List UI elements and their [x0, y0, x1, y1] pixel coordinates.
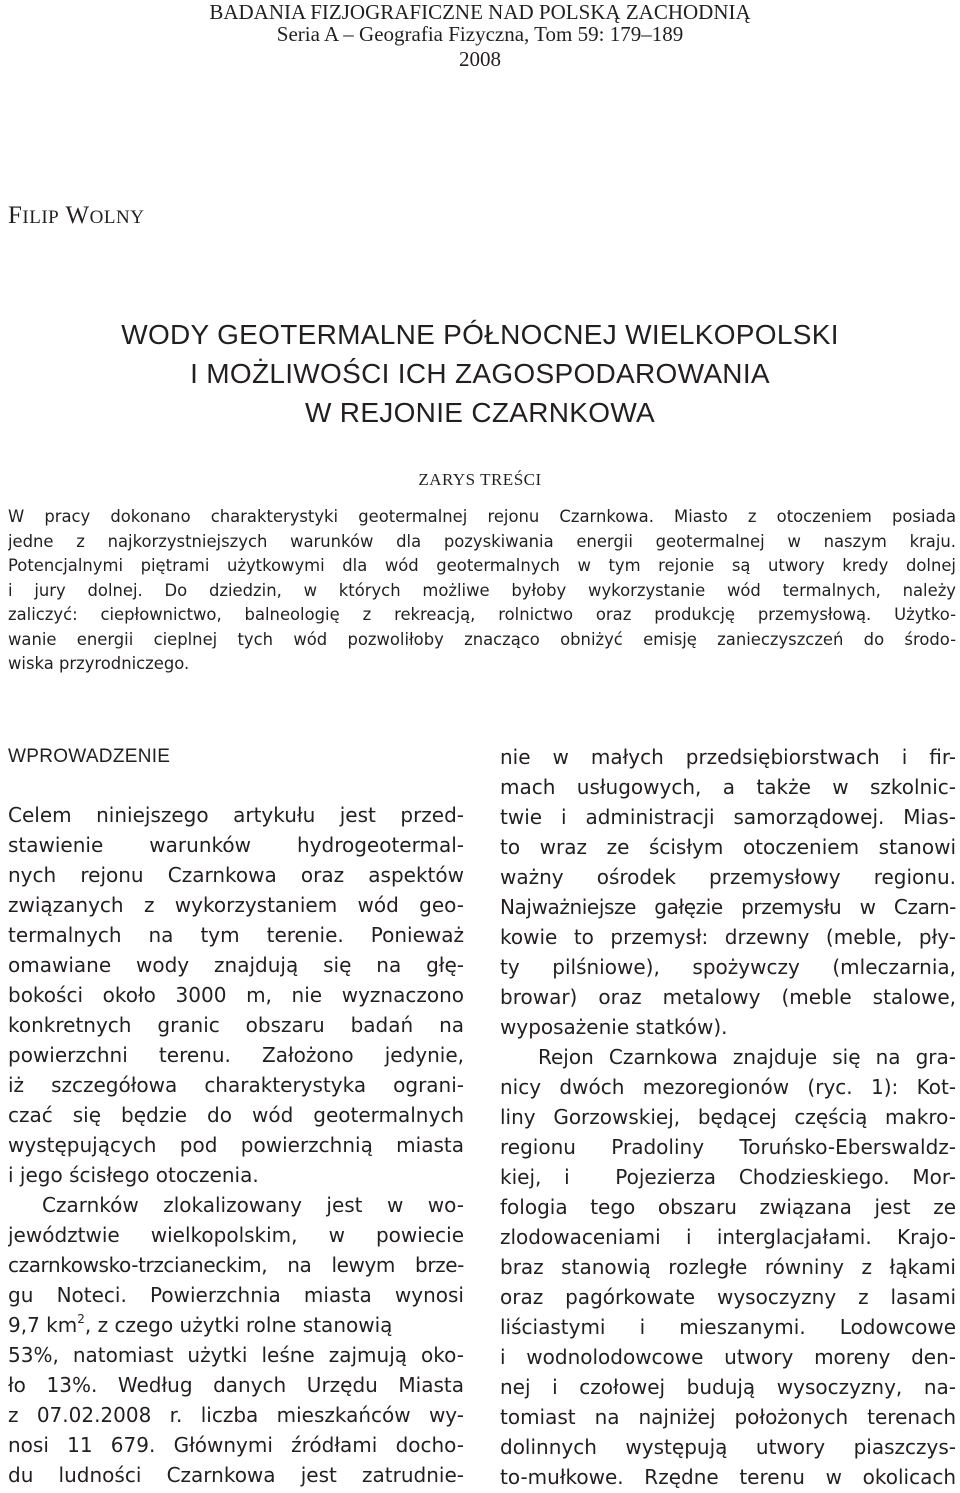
- abstract-line: jedne z najkorzystniejszych warunków dla pozyskiwania energii geotermalnej w naszym kraju.: [8, 531, 956, 551]
- body-line: nicy dwóch mezoregionów (ryc. 1): Kot-: [500, 1075, 956, 1099]
- body-line: stawienie warunków hydrogeotermal-: [8, 833, 464, 857]
- body-line: liny Gorzowskiej, będącej częścią makro-: [500, 1105, 956, 1129]
- body-line: twie i administracji samorządowej. Mias-: [500, 805, 956, 829]
- author-name: [8, 202, 144, 230]
- article-title-line-2: I MOŻLIWOŚCI ICH ZAGOSPODAROWANIA: [190, 358, 770, 389]
- author-last-initial: W: [65, 202, 90, 229]
- body-line: zlodowaceniami i interglacjałami. Krajo-: [500, 1225, 956, 1249]
- body-line: występujących pod powierzchnią miasta: [8, 1133, 464, 1157]
- journal-title: BADANIA FIZJOGRAFICZNE NAD POLSKĄ ZACHODNIĄ: [209, 0, 751, 24]
- body-line: Czarnków zlokalizowany jest w wo-: [42, 1193, 464, 1217]
- abstract-line: i jury dolnej. Do dziedzin, w których możliwe byłoby wykorzystanie wód termalnych, należy: [8, 580, 956, 600]
- body-line: i wodnolodowcowe utwory moreny den-: [500, 1345, 956, 1369]
- area-value: 9,7 km: [8, 1313, 78, 1337]
- body-line: nie w małych przedsiębiorstwach i fir-: [500, 745, 956, 769]
- body-line: Celem niniejszego artykułu jest przed-: [8, 803, 464, 827]
- body-line: z 07.02.2008 r. liczba mieszkańców wy-: [8, 1403, 464, 1427]
- body-line: wyposażenie statków).: [500, 1015, 728, 1039]
- body-line: związanych z wykorzystaniem wód geo-: [8, 893, 464, 917]
- body-line: to-mułkowe. Rzędne terenu w okolicach: [500, 1465, 956, 1489]
- journal-series: Seria A – Geografia Fizyczna, Tom 59: 179–189: [276, 22, 684, 46]
- body-line: czarnkowsko-trzcianeckim, na lewym brze-: [8, 1253, 464, 1277]
- superscript-two: 2: [77, 1312, 85, 1326]
- body-line: termalnych na tym terenie. Ponieważ: [8, 923, 464, 947]
- author-first-initial: F: [8, 202, 23, 229]
- body-line: nej i czołowej budują wysoczyzny, na-: [500, 1375, 956, 1399]
- body-line: iż szczegółowa charakterystyka ograni-: [8, 1073, 464, 1097]
- area-rest: , z czego użytki rolne stanowią: [84, 1313, 393, 1337]
- section-heading: WPROWADZENIE: [8, 746, 171, 767]
- body-line: liściastymi i mieszanymi. Lodowcowe: [500, 1315, 956, 1339]
- body-line: tomiast na najniżej położonych terenach: [500, 1405, 956, 1429]
- abstract-heading: ZARYS TREŚCI: [418, 470, 542, 489]
- body-line: ważny ośrodek przemysłowy regionu.: [500, 865, 956, 889]
- body-line: dolinnych występują utwory piaszczys-: [500, 1435, 956, 1459]
- body-line: regionu Pradoliny Toruńsko-Eberswaldz-: [500, 1135, 956, 1159]
- body-line: gu Noteci. Powierzchnia miasta wynosi: [8, 1283, 464, 1307]
- body-line: kiej, i Pojezierza Chodzieskiego. Mor-: [500, 1165, 956, 1189]
- body-line: i jego ścisłego otoczenia.: [8, 1163, 259, 1187]
- author-first-rest: ILIP: [22, 207, 60, 228]
- body-line: omawiane wody znajdują się na głę-: [8, 953, 464, 977]
- body-line: powierzchni terenu. Założono jedynie,: [8, 1043, 464, 1067]
- body-line: nosi 11 679. Głównymi źródłami docho-: [8, 1433, 464, 1457]
- body-line: browar) oraz metalowy (meble stalowe,: [500, 985, 956, 1009]
- body-line: nych rejonu Czarnkowa oraz aspektów: [8, 863, 464, 887]
- body-line: oraz pagórkowate wysoczyzny z lasami: [500, 1285, 956, 1309]
- body-line: to wraz ze ścisłym otoczeniem stanowi: [500, 835, 956, 859]
- body-line: Najważniejsze gałęzie przemysłu w Czarn-: [500, 895, 956, 919]
- body-line: 53%, natomiast użytki leśne zajmują oko-: [8, 1343, 464, 1367]
- body-line: mach usługowych, a także w szkolnic-: [500, 775, 956, 799]
- article-title-line-1: WODY GEOTERMALNE PÓŁNOCNEJ WIELKOPOLSKI: [121, 319, 839, 350]
- body-line: braz stanowią rozległe równiny z łąkami: [500, 1255, 956, 1279]
- body-line: kowie to przemysł: drzewny (meble, pły-: [500, 925, 956, 949]
- abstract-line: wanie energii cieplnej tych wód pozwoliłoby znacząco obniżyć emisję zanieczyszczeń do środo-: [8, 629, 956, 649]
- body-line: czać się będzie do wód geotermalnych: [8, 1103, 464, 1127]
- body-line: ło 13%. Według danych Urzędu Miasta: [8, 1373, 464, 1397]
- body-line: konkretnych granic obszaru badań na: [8, 1013, 464, 1037]
- body-line: du ludności Czarnkowa jest zatrudnie-: [8, 1463, 464, 1487]
- body-line: ty pilśniowe), spożywczy (mleczarnia,: [500, 955, 956, 979]
- author-last-rest: OLNY: [89, 207, 145, 228]
- abstract-text: [8, 505, 956, 677]
- body-line: bokości około 3000 m, nie wyznaczono: [8, 983, 464, 1007]
- body-line: jewództwie wielkopolskim, w powiecie: [8, 1223, 464, 1247]
- abstract-line: W pracy dokonano charakterystyki geotermalnej rejonu Czarnkowa. Miasto z otoczeniem posiada: [8, 507, 956, 526]
- abstract-line: Potencjalnymi piętrami użytkowymi dla wód geotermalnych w tym rejonie są utwory kredy dolnej: [8, 556, 956, 575]
- body-line: fologia tego obszaru związana jest ze: [500, 1195, 956, 1219]
- journal-year: 2008: [459, 47, 501, 71]
- body-line: Rejon Czarnkowa znajduje się na gra-: [538, 1045, 956, 1069]
- abstract-line: zaliczyć: ciepłownictwo, balneologię z rekreacją, rolnictwo oraz produkcję przemysłową. Użytko-: [8, 605, 956, 624]
- abstract-line: wiska przyrodniczego.: [8, 654, 190, 673]
- article-title-line-3: W REJONIE CZARNKOWA: [305, 397, 655, 428]
- body-line: [8, 1310, 464, 1340]
